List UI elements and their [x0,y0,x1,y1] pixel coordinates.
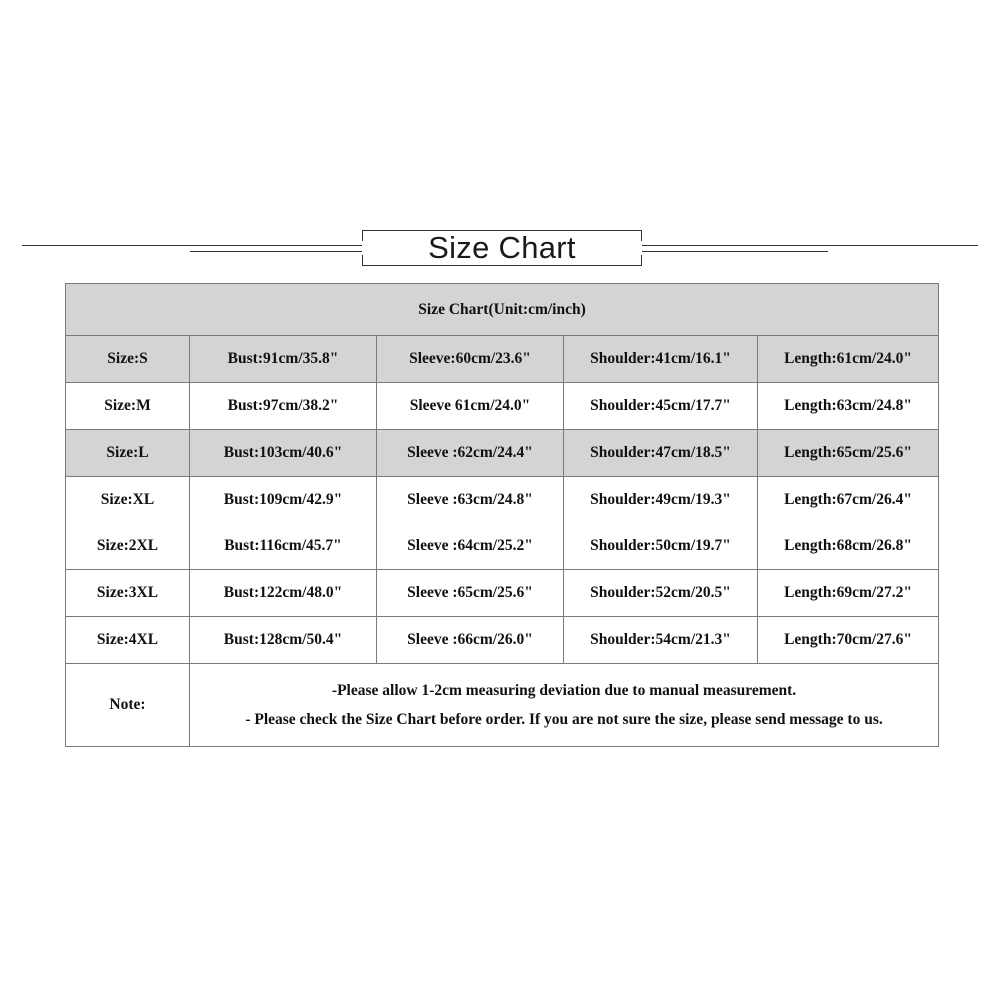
note-row [66,664,939,747]
table-row [66,383,939,430]
table-caption-row [66,284,939,336]
length-cell: Length:68cm/26.8" [758,523,939,570]
sleeve-cell: Sleeve 61cm/24.0" [377,383,564,430]
size-cell: Size:L [66,430,190,477]
size-cell: Size:3XL [66,570,190,617]
bust-cell: Bust:97cm/38.2" [190,383,377,430]
shoulder-cell: Shoulder:52cm/20.5" [564,570,758,617]
banner-line-bottom-right [642,251,828,252]
bust-cell: Bust:128cm/50.4" [190,617,377,664]
length-cell: Length:67cm/26.4" [758,477,939,524]
shoulder-cell: Shoulder:47cm/18.5" [564,430,758,477]
shoulder-cell: Shoulder:50cm/19.7" [564,523,758,570]
title-banner [0,226,1000,270]
table-row [66,430,939,477]
title-box [362,230,642,266]
sleeve-cell: Sleeve :64cm/25.2" [377,523,564,570]
page-title: Size Chart [428,230,576,265]
bust-cell: Bust:116cm/45.7" [190,523,377,570]
shoulder-cell: Shoulder:54cm/21.3" [564,617,758,664]
shoulder-cell: Shoulder:49cm/19.3" [564,477,758,524]
size-chart-table [65,283,939,747]
table-caption: Size Chart(Unit:cm/inch) [66,284,939,336]
table-row [66,477,939,524]
note-line: - Please check the Size Chart before order. If you are not sure the size, please send message to us. [245,711,883,728]
sleeve-cell: Sleeve :63cm/24.8" [377,477,564,524]
note-line: -Please allow 1-2cm measuring deviation due to manual measurement. [331,682,797,699]
sleeve-cell: Sleeve:60cm/23.6" [377,336,564,383]
sleeve-cell: Sleeve :62cm/24.4" [377,430,564,477]
note-text [194,676,934,734]
bust-cell: Bust:109cm/42.9" [190,477,377,524]
length-cell: Length:65cm/25.6" [758,430,939,477]
banner-line-top-left [22,245,362,246]
banner-line-bottom-left [190,251,362,252]
size-cell: Size:S [66,336,190,383]
length-cell: Length:61cm/24.0" [758,336,939,383]
sleeve-cell: Sleeve :65cm/25.6" [377,570,564,617]
note-label: Note: [66,664,190,747]
shoulder-cell: Shoulder:45cm/17.7" [564,383,758,430]
note-content [190,664,939,747]
size-cell: Size:XL [66,477,190,524]
sleeve-cell: Sleeve :66cm/26.0" [377,617,564,664]
table-row [66,617,939,664]
length-cell: Length:69cm/27.2" [758,570,939,617]
length-cell: Length:63cm/24.8" [758,383,939,430]
shoulder-cell: Shoulder:41cm/16.1" [564,336,758,383]
size-cell: Size:2XL [66,523,190,570]
size-cell: Size:4XL [66,617,190,664]
bust-cell: Bust:122cm/48.0" [190,570,377,617]
size-cell: Size:M [66,383,190,430]
banner-line-top-right [642,245,978,246]
table-row [66,570,939,617]
table-row [66,336,939,383]
bust-cell: Bust:103cm/40.6" [190,430,377,477]
table-row [66,523,939,570]
bust-cell: Bust:91cm/35.8" [190,336,377,383]
length-cell: Length:70cm/27.6" [758,617,939,664]
